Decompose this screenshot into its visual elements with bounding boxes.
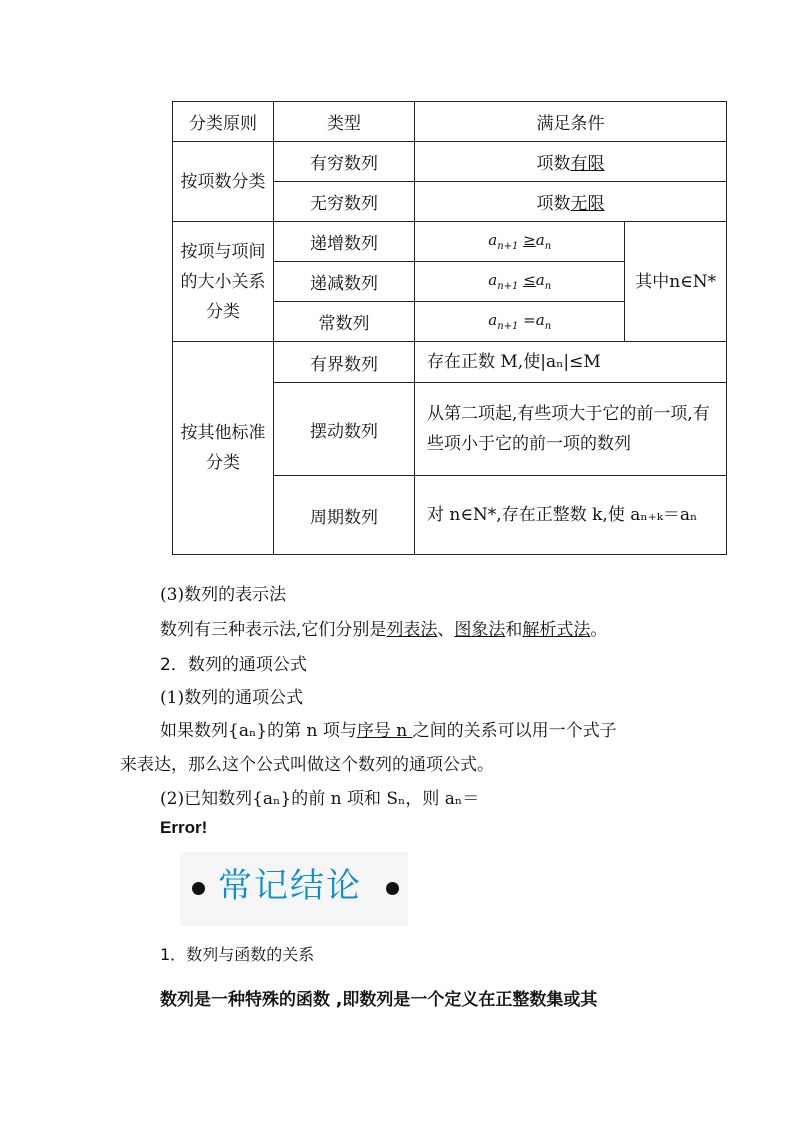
p3-formula-method: 解析式法 <box>522 620 591 640</box>
type-constant: 常数列 <box>274 302 415 342</box>
s2-1-line1-post: 之间的关系可以用一个式子 <box>412 721 617 741</box>
p3-body <box>160 615 607 640</box>
cond-infinite-pre: 项数 <box>536 194 571 214</box>
conclusion-1-number: 1． <box>160 945 187 964</box>
type-periodic: 周期数列 <box>274 476 415 555</box>
const-rel: = <box>523 311 536 329</box>
s2-1-line1 <box>160 716 617 741</box>
cond-periodic: 对 n∈N*,存在正整数 k,使 aₙ₊ₖ＝aₙ <box>415 476 727 555</box>
cond-increasing <box>415 222 625 262</box>
dec-lhs-sub: n+1 <box>497 281 519 292</box>
type-oscillating: 摆动数列 <box>274 383 415 476</box>
inc-lhs: a <box>488 231 498 249</box>
type-increasing: 递增数列 <box>274 222 415 262</box>
p3-sep2: 和 <box>505 620 523 640</box>
group-by-count-label: 按项数分类 <box>180 171 266 192</box>
p3-end: 。 <box>590 620 608 640</box>
p3-body-pre: 数列有三种表示法,它们分别是 <box>160 620 387 640</box>
cond-finite <box>415 142 727 182</box>
cond-decreasing <box>415 262 625 302</box>
s2-2: (2)已知数列{aₙ}的前 n 项和 Sₙ，则 aₙ＝ <box>160 789 480 809</box>
bullet-right-icon <box>386 882 399 895</box>
s2-1-title: (1)数列的通项公式 <box>160 688 304 708</box>
group-by-size-label: 按项与项间的大小关系分类 <box>180 241 266 322</box>
cond-finite-pre: 项数 <box>536 154 571 174</box>
conclusion-1-title: 数列与函数的关系 <box>186 945 315 964</box>
cond-oscillating: 从第二项起,有些项大于它的前一项,有些项小于它的前一项的数列 <box>415 383 727 476</box>
cond-bounded: 存在正数 M,使|aₙ|≤M <box>415 342 727 383</box>
bullet-left-icon <box>192 882 205 895</box>
cond-finite-underlined: 有限 <box>570 154 605 174</box>
inc-lhs-sub: n+1 <box>497 241 519 252</box>
group-other-label: 按其他标准分类 <box>180 423 266 473</box>
cond-infinite-underlined: 无限 <box>570 194 605 214</box>
const-rhs-sub: n <box>544 321 552 332</box>
type-finite: 有穷数列 <box>274 142 415 182</box>
dec-rel: ≤ <box>523 271 536 289</box>
inc-rhs-sub: n <box>544 241 552 252</box>
section2-title: 2．数列的通项公式 <box>160 655 307 675</box>
p3-sep1: 、 <box>437 620 455 640</box>
classification-table <box>172 101 727 555</box>
p3-graph-method: 图象法 <box>454 620 506 640</box>
header-principle: 分类原则 <box>173 102 274 142</box>
s2-1-underlined: 序号 n <box>356 721 413 741</box>
conclusion-banner <box>180 852 408 926</box>
inc-rel: ≥ <box>523 231 536 249</box>
header-type: 类型 <box>274 102 415 142</box>
dec-lhs: a <box>488 271 498 289</box>
dec-rhs-sub: n <box>544 281 552 292</box>
s2-1-line1-pre: 如果数列{aₙ}的第 n 项与 <box>160 721 357 741</box>
cond-constant <box>415 302 625 342</box>
const-lhs: a <box>488 311 498 329</box>
p3-list-method: 列表法 <box>386 620 438 640</box>
conclusion-1-body: 数列是一种特殊的函数 ,即数列是一个定义在正整数集或其 <box>160 990 598 1010</box>
cond-infinite <box>415 182 727 222</box>
group-by-size <box>173 222 274 342</box>
const-rhs: a <box>535 311 545 329</box>
group-other <box>173 342 274 555</box>
type-decreasing: 递减数列 <box>274 262 415 302</box>
error-text: Error! <box>160 818 208 837</box>
banner-title: 常记结论 <box>218 866 362 906</box>
p3-title: (3)数列的表示法 <box>160 585 287 605</box>
type-bounded: 有界数列 <box>274 342 415 383</box>
header-condition: 满足条件 <box>415 102 727 142</box>
dec-rhs: a <box>535 271 545 289</box>
group-by-count <box>173 142 274 222</box>
conclusion-1-heading <box>160 942 314 965</box>
const-lhs-sub: n+1 <box>497 321 519 332</box>
inc-rhs: a <box>535 231 545 249</box>
side-note: 其中n∈N* <box>625 222 727 342</box>
type-infinite: 无穷数列 <box>274 182 415 222</box>
s2-1-line2: 来表达，那么这个公式叫做这个数列的通项公式。 <box>120 755 494 775</box>
